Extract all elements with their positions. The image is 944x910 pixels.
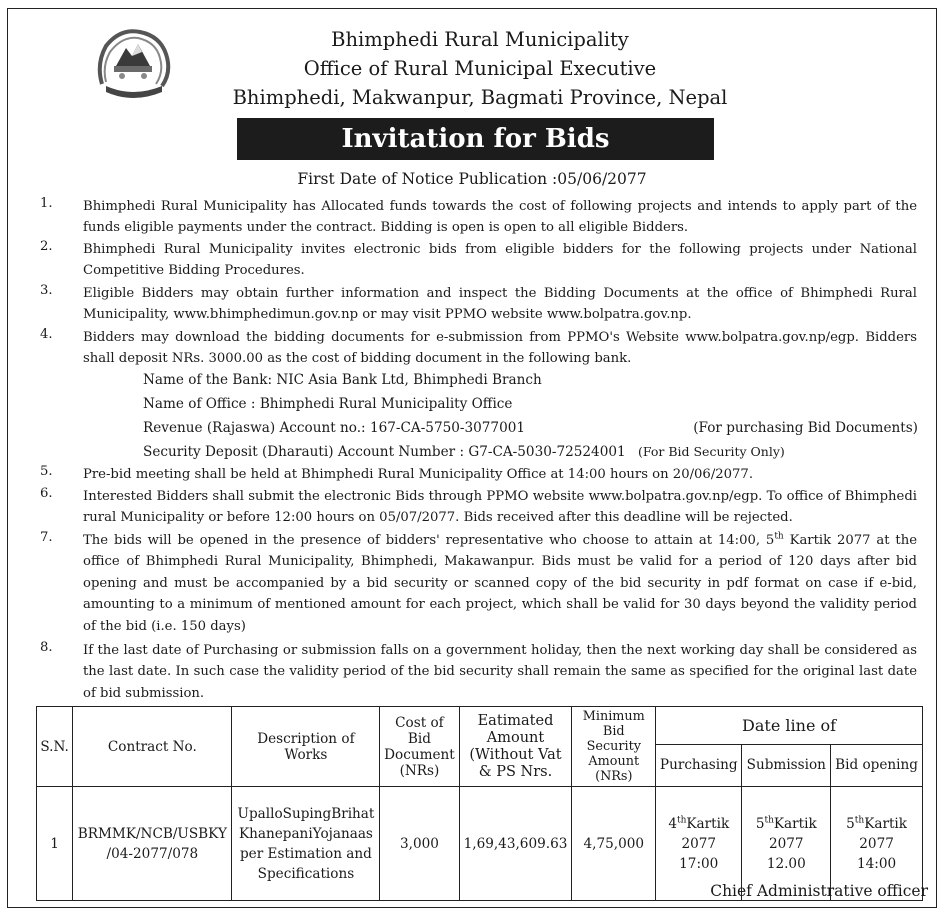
item-number: 7. (40, 530, 53, 545)
item-text: Eligible Bidders may obtain further information and inspect the Bidding Documents at the office of Bhimphedi Rural Municipality, www.bhimphedimun.gov.np or may visit PPMO website www.bolpatra.gov.np. (83, 286, 917, 323)
date-day: 5 (755, 815, 765, 832)
signatory-title: Chief Administrative officer (710, 882, 928, 900)
date-day: 5 (846, 815, 855, 832)
cell-cost: 3,000 (380, 787, 459, 901)
item-text: Bidders may download the bidding documents for e-submission from PPMO's Website www.bolpatra.gov.np/egp. Bidders shall deposit NRs. 3000.00 as the cost of bidding document in the following bank. (83, 330, 917, 367)
ordinal-suffix: th (774, 531, 784, 542)
date-month: Kartik (773, 815, 817, 832)
ordinal-suffix: th (676, 814, 687, 825)
cell-bid-security: 4,75,000 (572, 787, 656, 901)
item-text: Bhimphedi Rural Municipality has Allocated funds towards the cost of following projects and intends to apply part of the funds eligible payments under the contract. Bidding is open is open to all eligible Bidders. (83, 199, 917, 236)
item-number: 4. (40, 327, 53, 342)
cell-contract-no (73, 787, 232, 901)
municipality-name: Bhimphedi Rural Municipality (331, 28, 629, 51)
ordinal-suffix: th (854, 814, 865, 825)
date-year: 2077 (681, 835, 717, 852)
bank-name: Name of the Bank: NIC Asia Bank Ltd, Bhimphedi Branch (143, 372, 542, 388)
bank-office: Name of Office : Bhimphedi Rural Municipality Office (143, 396, 513, 412)
item-text: If the last date of Purchasing or submission falls on a government holiday, then the next working day shall be considered as the last date. In such case the validity period of the bid security shall remain the same as specified for the original last date of bid submission. (83, 643, 917, 701)
publication-date: First Date of Notice Publication :05/06/2077 (297, 170, 647, 188)
nepal-government-emblem-icon (92, 24, 174, 102)
contract-no-part: BRMMK/NCB/USBKY (77, 825, 227, 842)
page-title: Invitation for Bids (237, 118, 714, 160)
office-name: Office of Rural Municipal Executive (303, 57, 657, 80)
item-number: 8. (40, 640, 53, 655)
cell-estimated-amount: 1,69,43,609.63 (459, 787, 572, 901)
revenue-account: Revenue (Rajaswa) Account no.: 167-CA-5750-3077001 (143, 420, 526, 436)
date-year: 2077 (768, 835, 804, 852)
item-number: 2. (40, 239, 53, 254)
header-sn: S.N. (37, 707, 73, 787)
revenue-account-purpose: (For purchasing Bid Documents) (693, 420, 918, 436)
revenue-account-row (143, 418, 918, 439)
date-time: 12.00 (766, 855, 806, 872)
item-text: Interested Bidders shall submit the electronic Bids through PPMO website www.bolpatra.gov.np/egp. To office of Bhimphedi rural Municipality or before 12:00 hours on 05/07/2077. Bids received after this deadline will be rejected. (83, 489, 917, 526)
cell-sn: 1 (37, 787, 73, 901)
date-time: 14:00 (856, 855, 897, 872)
contract-no-part: /04-2077/078 (106, 845, 199, 862)
item-number: 1. (40, 196, 53, 211)
header-date-line: Date line of (656, 707, 923, 745)
header-contract-no: Contract No. (73, 707, 232, 787)
header-estimated-amount: Eatimated Amount (Without Vat & PS Nrs. (459, 707, 572, 787)
header-submission: Submission (742, 744, 831, 786)
item-text: Bhimphedi Rural Municipality invites electronic bids from eligible bidders for the following projects under National Competitive Bidding Procedures. (83, 242, 917, 279)
header-description: Description of Works (232, 707, 380, 787)
security-account-purpose: (For Bid Security Only) (637, 444, 785, 459)
ordinal-suffix: th (764, 814, 774, 825)
header-cost: Cost of Bid Document (NRs) (380, 707, 459, 787)
header-bid-security: Minimum Bid Security Amount (NRs) (572, 707, 656, 787)
item-text (83, 530, 917, 637)
security-account: Security Deposit (Dharauti) Account Number : G7-CA-5030-72524001 (143, 444, 626, 460)
office-address: Bhimphedi, Makwanpur, Bagmati Province, Nepal (232, 86, 728, 109)
item-number: 6. (40, 486, 53, 501)
item-number: 5. (40, 464, 53, 479)
bids-table (36, 706, 923, 901)
item-text-part: The bids will be opened in the presence of bidders' representative who choose to attain at 14:00, 5 (83, 533, 775, 548)
cell-description: UpalloSupingBrihat KhanepaniYojanaas per Estimation and Specifications (232, 787, 380, 901)
date-month: Kartik (864, 815, 908, 832)
header-bid-opening: Bid opening (831, 744, 923, 786)
date-time: 17:00 (679, 855, 719, 872)
item-text-part: Kartik 2077 at the office of Bhimphedi Rural Municipality, Bhimphedi, Makawanpur. Bids must be valid for a period of 120 days after bid opening and must be accompanied by a bid security or scanned copy of the bid security in pdf format on case if e-bid, amounting to a minimum of mentioned amount for each project, which shall be valid for 30 days beyond the validity period of the bid (i.e. 150 days) (83, 533, 917, 634)
security-account-row (143, 441, 918, 463)
date-day: 4 (668, 815, 677, 832)
table-header-row (37, 707, 923, 745)
item-number: 3. (40, 283, 53, 298)
item-text: Pre-bid meeting shall be held at Bhimphedi Rural Municipality Office at 14:00 hours on 20/06/2077. (83, 467, 754, 482)
date-year: 2077 (859, 835, 894, 852)
date-month: Kartik (686, 815, 730, 832)
header-purchasing: Purchasing (656, 744, 742, 786)
